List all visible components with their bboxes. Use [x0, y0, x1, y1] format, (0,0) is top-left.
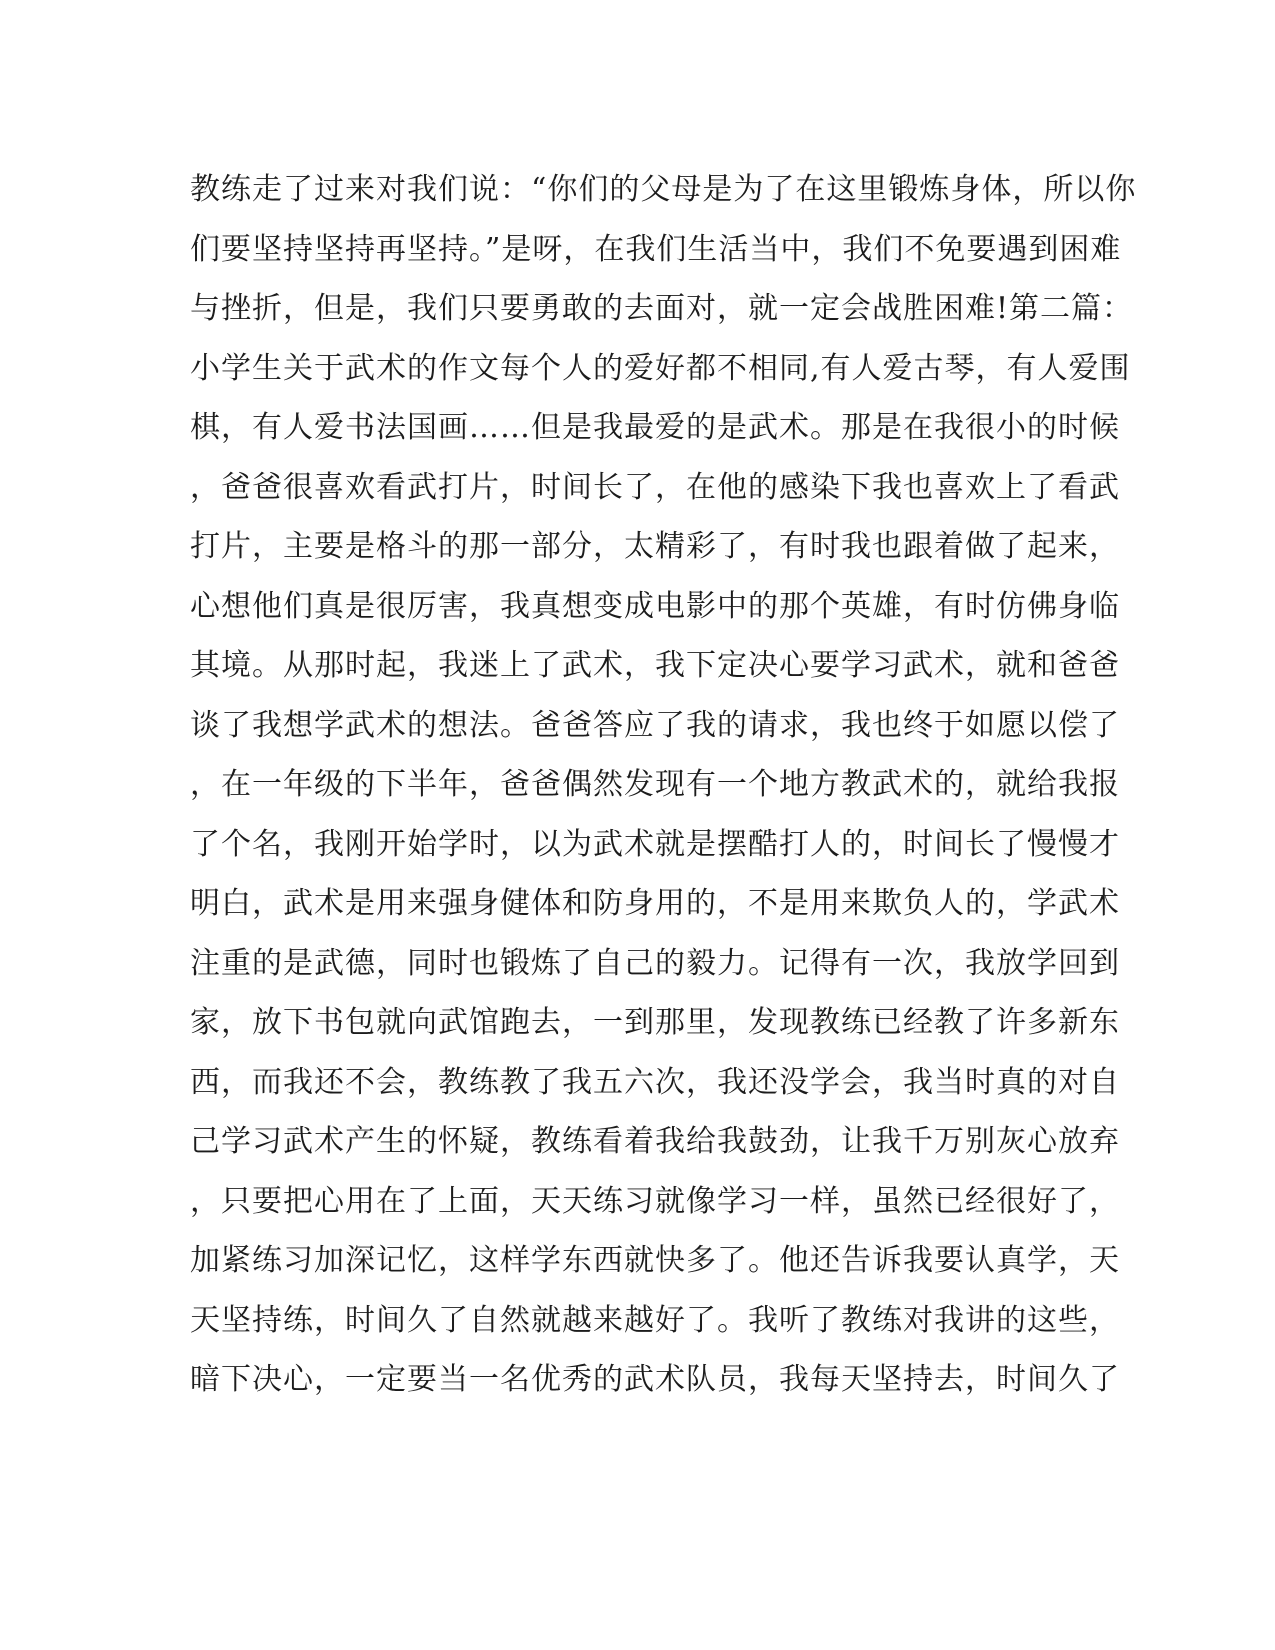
text-line: 西，而我还不会，教练教了我五六次，我还没学会，我当时真的对自: [190, 1064, 1120, 1100]
text-line: 己学习武术产生的怀疑，教练看着我给我鼓劲，让我千万别灰心放弃: [190, 1124, 1120, 1159]
text-line: 暗下决心，一定要当一名优秀的武术队员，我每天坚持去，时间久了: [190, 1362, 1120, 1397]
text-line: 注重的是武德，同时也锻炼了自己的毅力。记得有一次，我放学回到: [190, 945, 1120, 981]
text-line: 小学生关于武术的作文每个人的爱好都不相同,有人爱古琴，有人爱围: [190, 350, 1131, 386]
text-line: 们要坚持坚持再坚持。”是呀，在我们生活当中，我们不免要遇到困难: [190, 231, 1122, 267]
text-line: 天坚持练，时间久了自然就越来越好了。我听了教练对我讲的这些，: [190, 1302, 1120, 1338]
text-line: 与挫折，但是，我们只要勇敢的去面对，就一定会战胜困难!第二篇：: [190, 291, 1134, 326]
text-line: 家，放下书包就向武馆跑去，一到那里，发现教练已经教了许多新东: [190, 1005, 1120, 1040]
text-line: ，只要把心用在了上面，天天练习就像学习一样，虽然已经很好了，: [190, 1183, 1120, 1219]
text-line: 棋，有人爱书法国画……但是我最爱的是武术。那是在我很小的时候: [190, 410, 1120, 445]
text-line: 打片，主要是格斗的那一部分，太精彩了，有时我也跟着做了起来，: [190, 529, 1120, 564]
body-text: [190, 160, 1137, 1410]
text-line: 心想他们真是很厉害，我真想变成电影中的那个英雄，有时仿佛身临: [190, 588, 1120, 624]
text-line: 其境。从那时起，我迷上了武术，我下定决心要学习武术，就和爸爸: [190, 648, 1120, 683]
text-line: ，爸爸很喜欢看武打片，时间长了，在他的感染下我也喜欢上了看武: [190, 469, 1120, 505]
text-line: 谈了我想学武术的想法。爸爸答应了我的请求，我也终于如愿以偿了: [190, 707, 1120, 743]
text-line: 加紧练习加深记忆，这样学东西就快多了。他还告诉我要认真学，天: [190, 1243, 1120, 1278]
text-line: 明白，武术是用来强身健体和防身用的，不是用来欺负人的，学武术: [190, 886, 1120, 921]
text-line: 了个名，我刚开始学时，以为武术就是摆酷打人的，时间长了慢慢才: [190, 826, 1120, 862]
text-line: 教练走了过来对我们说：“你们的父母是为了在这里锻炼身体，所以你: [190, 172, 1137, 207]
text-line: ，在一年级的下半年，爸爸偶然发现有一个地方教武术的，就给我报: [190, 767, 1120, 802]
